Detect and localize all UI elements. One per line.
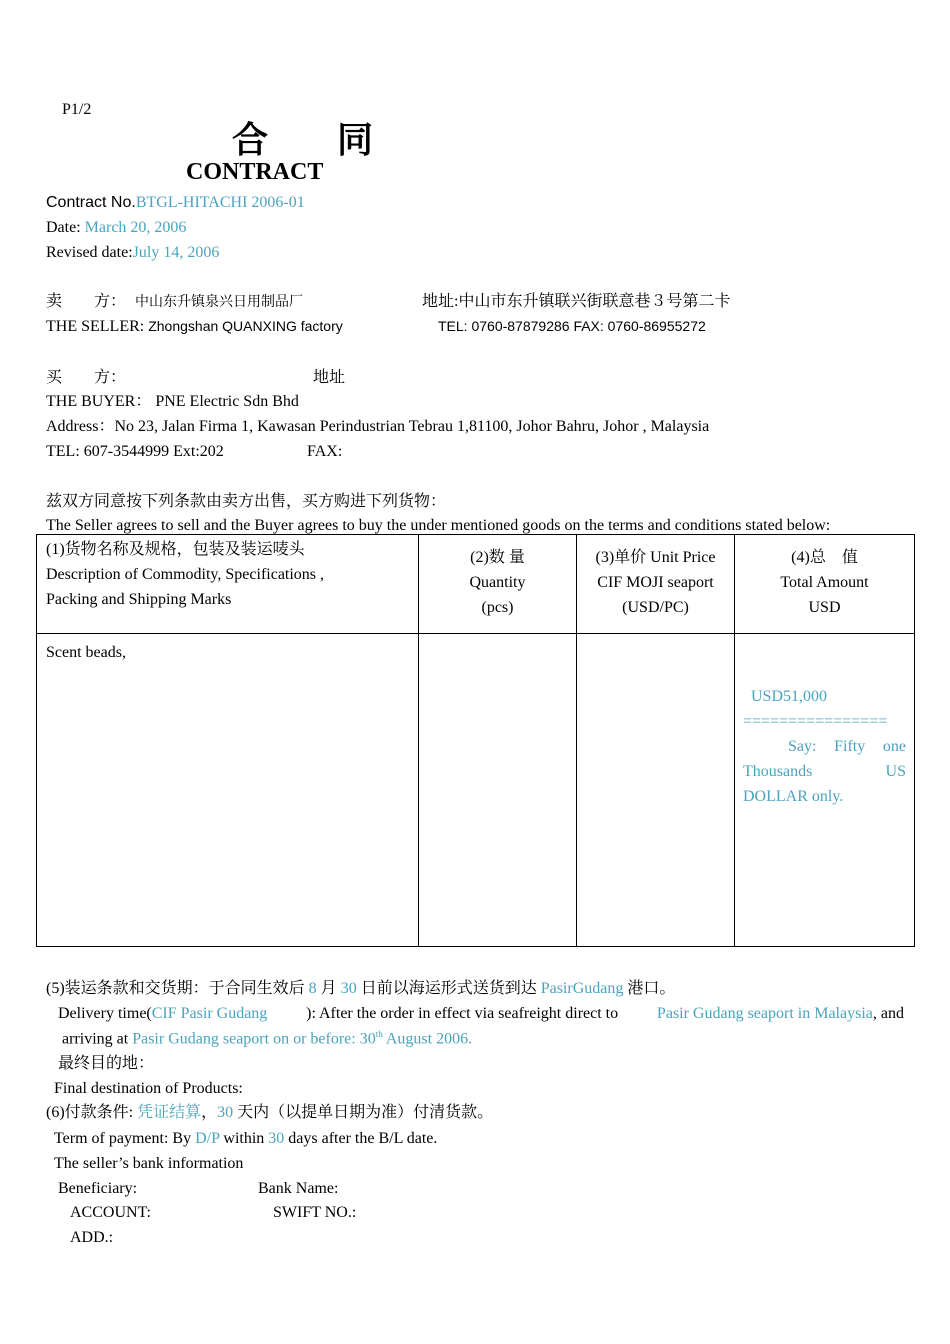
buyer-address: Address：No 23, Jalan Firma 1, Kawasan Perindustrian Tebrau 1,81100, Johor Bahru, Johor , Malaysia <box>46 418 710 435</box>
date-label: Date: <box>46 219 85 236</box>
amount-words-one: one <box>882 738 906 755</box>
payment-term-cn: 凭证结算 <box>137 1104 202 1121</box>
bank-info-heading: The seller’s bank information <box>54 1155 244 1172</box>
seller-tel-fax: TEL: 0760-87879286 FAX: 0760-86955272 <box>438 318 706 334</box>
payment-en-label: Term of payment: By <box>54 1130 196 1147</box>
shipment-cn-text-2: 月 <box>316 980 341 997</box>
delivery-time-label: Delivery time( <box>58 1005 152 1022</box>
total-amount-value: USD51,000 <box>751 688 828 705</box>
buyer-label-cn: 买 方： <box>46 369 127 386</box>
delivery-time-text: ): After the order in effect via seafreight direct to <box>306 1005 619 1022</box>
header-description-cn: (1)货物名称及规格，包装及装运唛头 <box>46 541 305 558</box>
seller-label-en: THE SELLER: <box>46 318 149 335</box>
header-quantity-en: Quantity <box>469 574 526 591</box>
header-description <box>37 535 419 634</box>
delivery-term: CIF Pasir Gudang <box>151 1005 268 1022</box>
header-description-en-1: Description of Commodity, Specifications , <box>46 566 325 583</box>
contract-number-line <box>46 193 305 212</box>
revised-date-line <box>46 243 219 262</box>
item-quantity <box>419 634 577 947</box>
header-quantity <box>419 535 577 634</box>
payment-en-within: within <box>219 1130 269 1147</box>
amount-in-words-line-1 <box>743 734 906 759</box>
arrival-port-date: Pasir Gudang seaport on or before: 30 <box>132 1030 376 1048</box>
delivery-port: Pasir Gudang seaport in Malaysia <box>656 1005 873 1022</box>
shipment-port-cn: PasirGudang <box>540 980 624 997</box>
delivery-time-line <box>58 1004 904 1023</box>
revised-date-label: Revised date: <box>46 244 133 261</box>
item-total-amount <box>735 634 915 947</box>
shipment-month: 8 <box>308 980 317 997</box>
amount-in-words-line-2 <box>743 759 906 784</box>
buyer-address-label-cn: 地址 <box>313 369 346 386</box>
payment-cn-comma: ， <box>201 1104 218 1121</box>
buyer-name-en: THE BUYER： PNE Electric Sdn Bhd <box>46 393 299 410</box>
shipment-cn-text-1: (5)装运条款和交货期：于合同生效后 <box>46 980 309 997</box>
payment-days-cn: 30 <box>217 1104 234 1121</box>
payment-days-en: 30 <box>268 1130 285 1147</box>
payment-cn-label: (6)付款条件: <box>46 1104 138 1121</box>
title-chinese: 合 同 <box>232 120 404 160</box>
amount-words-us: US <box>885 763 906 780</box>
item-description <box>37 634 419 947</box>
account-label: ACCOUNT: <box>70 1204 151 1221</box>
seller-line-en <box>46 317 343 336</box>
header-total-amount-cn: (4)总 值 <box>791 549 858 566</box>
header-total-amount-en: Total Amount <box>780 574 869 591</box>
shipment-cn <box>46 979 675 998</box>
buyer-tel: TEL: 607-3544999 Ext:202 <box>46 443 224 460</box>
total-amount-separator: ================ <box>743 713 888 730</box>
item-name: Scent beads, <box>46 644 126 661</box>
header-unit-price <box>577 535 735 634</box>
arrival-month-year: August 2006. <box>382 1030 473 1048</box>
amount-words-fifty: Fifty <box>834 738 866 755</box>
arrival-label: arriving at <box>62 1030 133 1048</box>
seller-label-cn: 卖 方： <box>46 293 127 310</box>
shipment-cn-text-4: 港口。 <box>623 980 676 997</box>
amount-words-say: Say: <box>788 738 817 755</box>
table-row <box>37 634 915 947</box>
amount-words-thousands: Thousands <box>743 763 813 780</box>
payment-cn-text: 天内（以提单日期为准）付清货款。 <box>233 1104 494 1121</box>
header-description-en-2: Packing and Shipping Marks <box>46 591 232 608</box>
delivery-time-text-end: , and <box>872 1005 904 1022</box>
bank-name-label: Bank Name: <box>258 1180 339 1197</box>
header-total-amount <box>735 535 915 634</box>
arrival-date-suffix: th <box>375 1029 383 1039</box>
date-value: March 20, 2006 <box>84 219 187 236</box>
header-quantity-unit: (pcs) <box>481 599 514 616</box>
header-total-amount-unit: USD <box>808 599 841 616</box>
seller-name-en: Zhongshan QUANXING factory <box>148 318 343 334</box>
seller-address-cn: 地址:中山市东升镇联兴街联意巷３号第二卡 <box>422 293 731 310</box>
header-unit-price-title: (3)单价 Unit Price <box>595 549 716 566</box>
amount-words-dollar-only: DOLLAR only. <box>743 788 844 805</box>
goods-table <box>36 534 915 947</box>
seller-name-cn: 中山东升镇泉兴日用制品厂 <box>135 293 303 309</box>
shipment-day: 30 <box>340 980 357 997</box>
payment-en-text: days after the B/L date. <box>284 1130 438 1147</box>
swift-label: SWIFT NO.: <box>273 1204 357 1221</box>
header-unit-price-term: CIF MOJI seaport <box>597 574 714 591</box>
agreement-cn: 兹双方同意按下列条款由卖方出售，买方购进下列货物： <box>46 493 447 510</box>
payment-term-en: D/P <box>195 1130 220 1147</box>
bank-address-label: ADD.: <box>70 1229 114 1246</box>
shipment-cn-text-3: 日前以海运形式送货到达 <box>356 980 541 997</box>
item-unit-price <box>577 634 735 947</box>
final-destination-en: Final destination of Products: <box>54 1080 243 1097</box>
header-unit-price-unit: (USD/PC) <box>622 599 689 616</box>
title-english: CONTRACT <box>186 159 324 185</box>
delivery-time-part-1 <box>58 1004 267 1023</box>
final-destination-cn: 最终目的地： <box>58 1055 155 1072</box>
payment-cn <box>46 1103 493 1122</box>
buyer-fax: FAX: <box>307 443 343 460</box>
header-quantity-cn: (2)数 量 <box>470 549 525 566</box>
agreement-en: The Seller agrees to sell and the Buyer agrees to buy the under mentioned goods on the terms and conditions stated below: <box>46 517 831 534</box>
goods-table-header <box>37 535 915 634</box>
contract-number-value: BTGL-HITACHI 2006-01 <box>135 194 305 211</box>
date-line <box>46 218 186 237</box>
payment-en <box>54 1129 437 1148</box>
revised-date-value: July 14, 2006 <box>132 244 220 261</box>
arrival-line <box>62 1029 472 1049</box>
delivery-time-part-3 <box>657 1004 904 1023</box>
beneficiary-label: Beneficiary: <box>58 1180 138 1197</box>
contract-number-label: Contract No. <box>46 194 136 211</box>
page-number: P1/2 <box>62 101 92 118</box>
